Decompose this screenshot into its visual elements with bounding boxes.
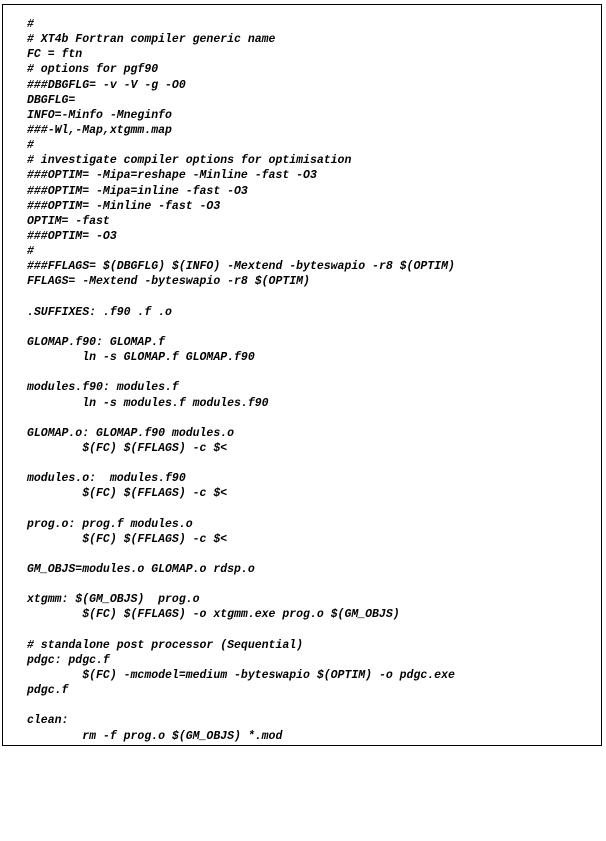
code-line: modules.o: modules.f90 <box>27 472 186 486</box>
code-line: ln -s modules.f modules.f90 <box>27 396 269 410</box>
code-line: prog.o: prog.f modules.o <box>27 517 193 531</box>
code-line: GM_OBJS=modules.o GLOMAP.o rdsp.o <box>27 563 255 577</box>
code-line <box>27 456 455 471</box>
code-line: $(FC) $(FFLAGS) -c $< <box>27 441 228 455</box>
code-line <box>27 623 455 638</box>
code-line: ###FFLAGS= $(DBGFLG) $(INFO) -Mextend -byteswapio -r8 $(OPTIM) <box>27 260 455 274</box>
code-line: ###OPTIM= -Minline -fast -O3 <box>27 199 221 213</box>
code-line: modules.f90: modules.f <box>27 381 179 395</box>
code-line: ###OPTIM= -Mipa=reshape -Minline -fast -O3 <box>27 169 317 183</box>
code-line: ###OPTIM= -O3 <box>27 229 117 243</box>
code-line: # <box>27 18 34 31</box>
code-line: xtgmm: $(GM_OBJS) prog.o <box>27 593 200 607</box>
code-line: $(FC) -mcmodel=medium -byteswapio $(OPTIM) -o pdgc.exe <box>27 669 455 683</box>
code-line: pdgc: pdgc.f <box>27 653 110 667</box>
code-line: $(FC) $(FFLAGS) -c $< <box>27 532 228 546</box>
code-line: ln -s GLOMAP.f GLOMAP.f90 <box>27 351 255 365</box>
code-line: ###-Wl,-Map,xtgmm.map <box>27 123 172 137</box>
code-line: rm -f prog.o $(GM_OBJS) *.mod <box>27 729 283 743</box>
code-line: $(FC) $(FFLAGS) -o xtgmm.exe prog.o $(GM_OBJS) <box>27 608 400 622</box>
code-line <box>27 698 455 713</box>
code-line: ###DBGFLG= -v -V -g -O0 <box>27 78 186 92</box>
code-line <box>27 577 455 592</box>
code-line: $(FC) $(FFLAGS) -c $< <box>27 487 228 501</box>
code-line: # <box>27 139 34 153</box>
code-line: # <box>27 245 34 259</box>
code-line: # investigate compiler options for optimisation <box>27 154 352 168</box>
code-line <box>27 320 455 335</box>
code-line <box>27 411 455 426</box>
code-line: GLOMAP.f90: GLOMAP.f <box>27 335 166 349</box>
document-frame <box>2 4 602 746</box>
code-line: # standalone post processor (Sequential) <box>27 638 304 652</box>
code-line: DBGFLG= <box>27 93 76 107</box>
code-line: INFO=-Minfo -Mneginfo <box>27 108 172 122</box>
code-line: clean: <box>27 714 69 728</box>
makefile-code-block <box>27 17 455 744</box>
code-line <box>27 290 455 305</box>
code-line: FC = ftn <box>27 48 83 62</box>
code-line: GLOMAP.o: GLOMAP.f90 modules.o <box>27 426 235 440</box>
code-line: OPTIM= -fast <box>27 214 110 228</box>
code-line: ###OPTIM= -Mipa=inline -fast -O3 <box>27 184 248 198</box>
code-line <box>27 502 455 517</box>
code-line <box>27 547 455 562</box>
code-line: # options for pgf90 <box>27 63 159 77</box>
code-line: .SUFFIXES: .f90 .f .o <box>27 305 172 319</box>
code-line: pdgc.f <box>27 684 69 698</box>
code-line: # XT4b Fortran compiler generic name <box>27 33 276 47</box>
code-line: FFLAGS= -Mextend -byteswapio -r8 $(OPTIM) <box>27 275 310 289</box>
code-line <box>27 365 455 380</box>
